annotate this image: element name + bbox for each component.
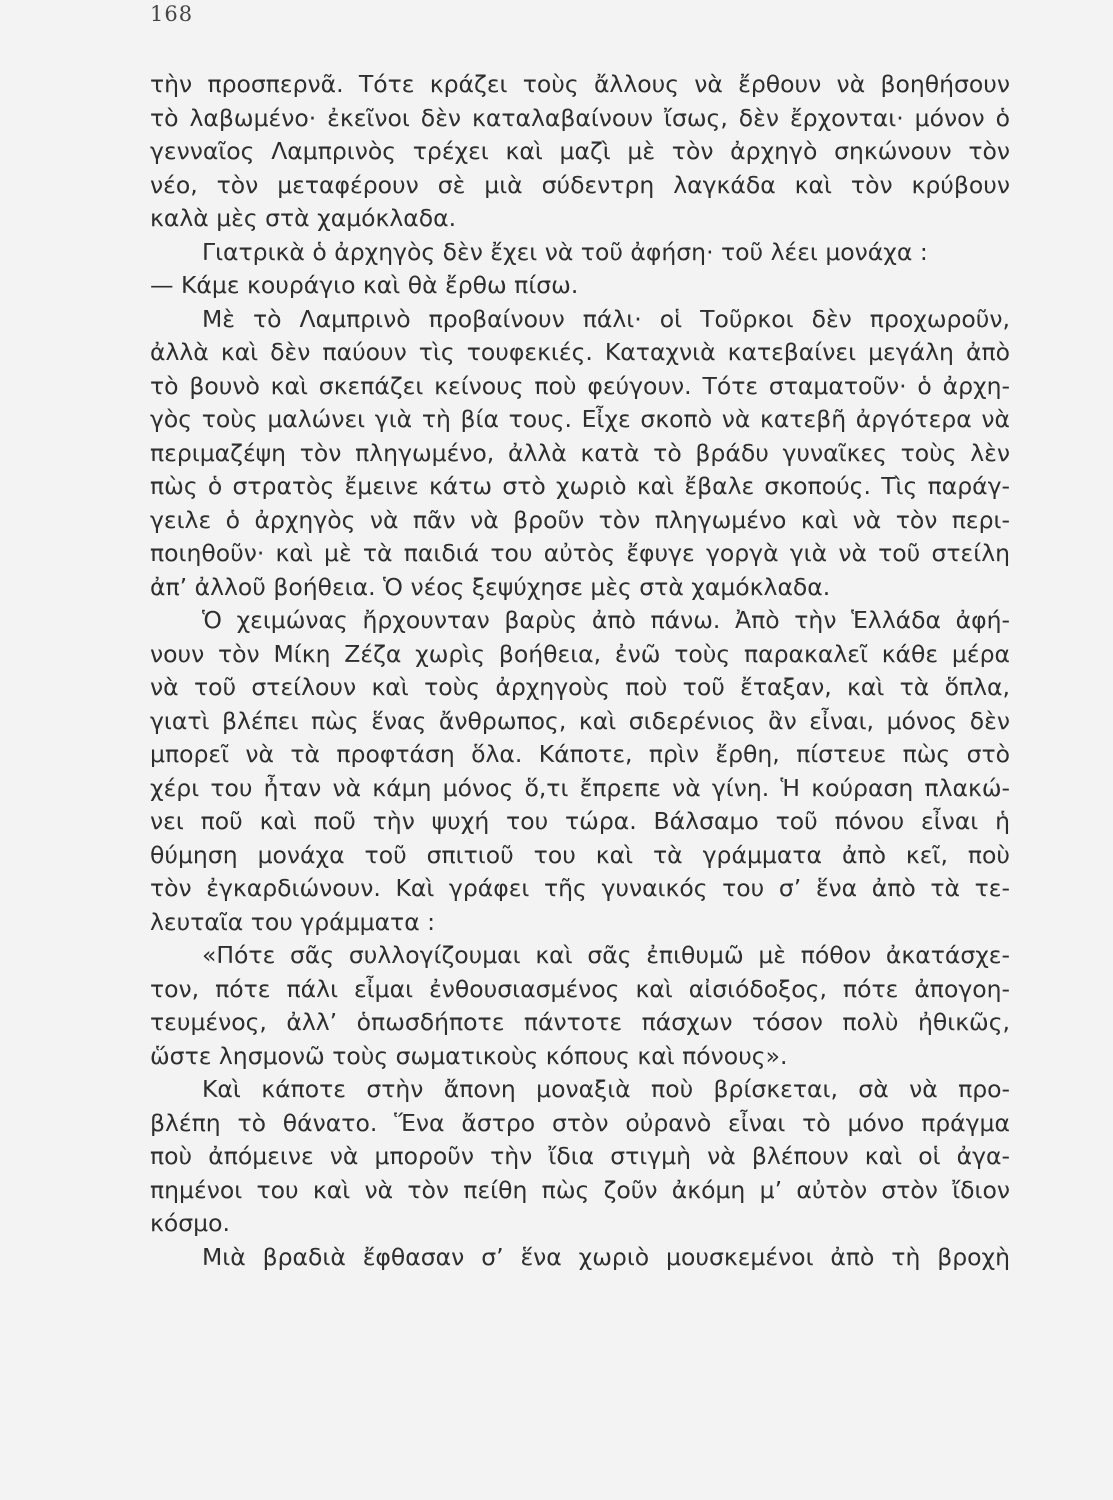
text-line: Γιατρικὰ ὁ ἀρχηγὸς δὲν ἔχει νὰ τοῦ ἀφήση· τοῦ λέει μονάχα : — [202, 237, 928, 266]
text-line: τον, πότε πάλι εἶμαι ἐνθουσιασμένος καὶ αἰσιόδοξος, πότε ἀπογοη- — [150, 974, 1010, 1003]
text-line: βλέπη τὸ θάνατο. Ἕνα ἄστρο στὸν οὐρανὸ εἶναι τὸ μόνο πράγμα — [150, 1108, 1010, 1137]
text-line: — Κάμε κουράγιο καὶ θὰ ἔρθω πίσω. — [150, 271, 579, 299]
text-line: ποιηθοῦν· καὶ μὲ τὰ παιδιά του αὐτὸς ἔφυγε γοργὰ γιὰ νὰ τοῦ στείλη — [150, 539, 1010, 567]
text-line: τὸ βουνὸ καὶ σκεπάζει κείνους ποὺ φεύγουν. Τότε σταματοῦν· ὁ ἀρχη- — [150, 371, 1010, 400]
text-line: νέο, τὸν μεταφέρουν σὲ μιὰ σύδεντρη λαγκάδα καὶ τὸν κρύβουν — [150, 170, 1010, 199]
text-line: τὸν ἐγκαρδιώνουν. Καὶ γράφει τῆς γυναικός του σ’ ἕνα ἀπὸ τὰ τε- — [150, 874, 1010, 902]
text-line: «Πότε σᾶς συλλογίζουμαι καὶ σᾶς ἐπιθυμῶ μὲ πόθον ἀκατάσχε- — [202, 941, 1010, 969]
text-line: Καὶ κάποτε στὴν ἄπονη μοναξιὰ ποὺ βρίσκεται, σὰ νὰ προ- — [202, 1075, 1010, 1103]
text-line: τὸ λαβωμένο· ἐκεῖνοι δὲν καταλαβαίνουν ἴσως, δὲν ἔρχονται· μόνον ὁ — [150, 103, 1010, 132]
text-line: κόσμο. — [150, 1209, 230, 1237]
text-line: νουν τὸν Μίκη Ζέζα χωρὶς βοήθεια, ἐνῶ τοὺς παρακαλεῖ κάθε μέρα — [150, 639, 1010, 668]
text-line: Μὲ τὸ Λαμπρινὸ προβαίνουν πάλι· οἱ Τοῦρκοι δὲν προχωροῦν, — [202, 304, 1010, 333]
body-text — [150, 68, 1010, 1274]
text-line: ὥστε λησμονῶ τοὺς σωματικοὺς κόπους καὶ πόνους». — [150, 1041, 788, 1070]
text-line: ἀλλὰ καὶ δὲν παύουν τὶς τουφεκιές. Καταχνιὰ κατεβαίνει μεγάλη ἀπὸ — [150, 338, 1010, 366]
text-line: μπορεῖ νὰ τὰ προφτάση ὅλα. Κάποτε, πρὶν ἔρθη, πίστευε πὼς στὸ — [150, 740, 1010, 768]
text-line: γειλε ὁ ἀρχηγὸς νὰ πᾶν νὰ βροῦν τὸν πληγωμένο καὶ νὰ τὸν περι- — [150, 505, 1010, 534]
text-line: Ὁ χειμώνας ἤρχουνταν βαρὺς ἀπὸ πάνω. Ἀπὸ τὴν Ἑλλάδα ἀφή- — [202, 606, 1010, 634]
text-line: νὰ τοῦ στείλουν καὶ τοὺς ἀρχηγοὺς ποὺ τοῦ ἔταξαν, καὶ τὰ ὅπλα, — [150, 673, 1010, 701]
text-line: λευταῖα του γράμματα : — [150, 907, 436, 936]
text-line: πημένοι του καὶ νὰ τὸν πείθη πὼς ζοῦν ἀκόμη μ’ αὐτὸν στὸν ἴδιον — [150, 1175, 1010, 1204]
text-line: χέρι του ἦταν νὰ κάμη μόνος ὅ,τι ἔπρεπε νὰ γίνη. Ἡ κούραση πλακώ- — [150, 773, 1010, 802]
text-line: ποὺ ἀπόμεινε νὰ μποροῦν τὴν ἴδια στιγμὴ νὰ βλέπουν καὶ οἱ ἀγα- — [150, 1142, 1010, 1170]
text-line: τευμένος, ἀλλ’ ὁπωσδήποτε πάντοτε πάσχων τόσον πολὺ ἠθικῶς, — [150, 1008, 1010, 1036]
text-line: πὼς ὁ στρατὸς ἔμεινε κάτω στὸ χωριὸ καὶ ἔβαλε σκοπούς. Τὶς παράγ- — [150, 472, 1010, 500]
text-line: καλὰ μὲς στὰ χαμόκλαδα. — [150, 204, 457, 232]
page-number: 168 — [150, 2, 194, 26]
text-line: θύμηση μονάχα τοῦ σπιτιοῦ του καὶ τὰ γράμματα ἀπὸ κεῖ, ποὺ — [150, 840, 1010, 869]
text-line: ἀπ’ ἀλλοῦ βοήθεια. Ὁ νέος ξεψύχησε μὲς στὰ χαμόκλαδα. — [150, 572, 831, 601]
text-line: νει ποῦ καὶ ποῦ τὴν ψυχή του τώρα. Βάλσαμο τοῦ πόνου εἶναι ἡ — [150, 807, 1010, 835]
text-line: τὴν προσπερνᾶ. Τότε κράζει τοὺς ἄλλους νὰ ἔρθουν νὰ βοηθήσουν — [150, 70, 1010, 98]
text-line: γιατὶ βλέπει πὼς ἕνας ἄνθρωπος, καὶ σιδερένιος ἂν εἶναι, μόνος δὲν — [150, 706, 1010, 735]
text-line: περιμαζέψη τὸν πληγωμένο, ἀλλὰ κατὰ τὸ βράδυ γυναῖκες τοὺς λὲν — [150, 438, 1010, 467]
text-line: γενναῖος Λαμπρινὸς τρέχει καὶ μαζὶ μὲ τὸν ἀρχηγὸ σηκώνουν τὸν — [150, 137, 1010, 165]
text-line: Μιὰ βραδιὰ ἔφθασαν σ’ ἕνα χωριὸ μουσκεμένοι ἀπὸ τὴ βροχὴ — [202, 1242, 1010, 1271]
text-line: γὸς τοὺς μαλώνει γιὰ τὴ βία τους. Εἶχε σκοπὸ νὰ κατεβῆ ἀργότερα νὰ — [150, 405, 1010, 433]
